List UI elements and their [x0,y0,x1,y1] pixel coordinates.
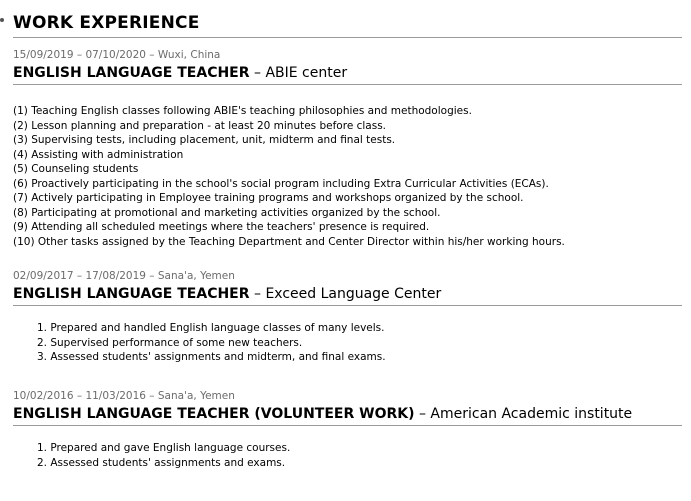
title-separator: – [249,286,266,302]
duty-item: (10) Other tasks assigned by the Teaching Department and Center Director within his/her working hours. [13,235,565,248]
entry-date-location: 10/02/2016 – 11/03/2016 – Sana'a, Yemen [13,390,235,402]
duty-item: 1. Prepared and handled English language classes of many levels. [37,322,385,334]
section-divider [13,37,682,38]
duty-item: (1) Teaching English classes following ABIE's teaching philosophies and methodologies. [13,105,472,117]
title-separator: – [249,65,266,81]
duty-item: (5) Counseling students [13,163,139,175]
duty-item: (4) Assisting with administration [13,148,184,161]
duty-item: (6) Proactively participating in the school's social program including Extra Curricular Activities (ECAs). [13,177,549,190]
entry-date-location: 15/09/2019 – 07/10/2020 – Wuxi, China [13,49,221,61]
job-title: ENGLISH LANGUAGE TEACHER [13,65,250,81]
duty-item: 1. Prepared and gave English language courses. [37,442,291,454]
experience-entry [13,270,682,365]
duty-item: (3) Supervising tests, including placement, unit, midterm and final tests. [13,134,396,146]
experience-entry [13,49,682,249]
section-title: WORK EXPERIENCE [13,13,200,33]
entry-heading [13,65,682,82]
duty-list [13,441,682,470]
entry-heading [13,406,682,423]
employer-name: American Academic institute [430,406,633,422]
duty-item: 2. Assessed students' assignments and exams. [37,456,286,469]
entry-divider [13,425,682,426]
duty-item: (9) Attending all scheduled meetings where the teachers' presence is required. [13,221,430,233]
duty-item: (2) Lesson planning and preparation - at least 20 minutes before class. [13,119,387,132]
duty-list [13,321,682,365]
entry-divider [13,84,682,85]
duty-item: 2. Supervised performance of some new teachers. [37,336,303,349]
employer-name: Exceed Language Center [265,286,442,302]
duty-item: (7) Actively participating in Employee training programs and workshops organized by the school. [13,192,524,204]
entry-date-location: 02/09/2017 – 17/08/2019 – Sana'a, Yemen [13,270,235,282]
title-separator: – [414,406,431,422]
duty-item: (8) Participating at promotional and marketing activities organized by the school. [13,206,441,219]
experience-entry [13,390,682,470]
duty-item: 3. Assessed students' assignments and midterm, and final exams. [37,351,386,363]
entry-heading [13,286,682,303]
duty-list [13,104,682,249]
section-bullet-dot [0,18,4,22]
employer-name: ABIE center [265,65,348,81]
job-title: ENGLISH LANGUAGE TEACHER [13,286,250,302]
job-title: ENGLISH LANGUAGE TEACHER (VOLUNTEER WORK) [13,406,415,422]
entry-divider [13,305,682,306]
